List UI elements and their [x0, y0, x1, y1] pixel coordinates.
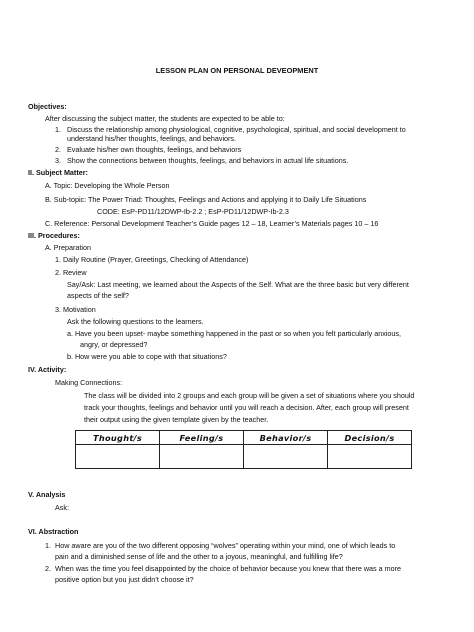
objectives-intro: After discussing the subject matter, the students are expected to be able to:: [45, 114, 285, 123]
table-header-behaviors: Behavior/s: [244, 431, 328, 445]
objective-item-3-line1: Show the connections between thoughts, feelings, and behaviors in actual life situations.: [67, 156, 349, 165]
activity-text-line1: The class will be divided into 2 groups and each group will be given a set of situations where you should: [84, 391, 415, 400]
table-cell-decisions: [328, 445, 412, 469]
table-row: [76, 445, 412, 469]
procedures-heading: III. Procedures:: [28, 231, 80, 240]
procedures-daily-routine: 1. Daily Routine (Prayer, Greetings, Checking of Attendance): [55, 255, 249, 264]
subject-matter-code: CODE: EsP-PD11/12DWP-Ib-2.2 ; EsP-PD11/12DWP-Ib-2.3: [97, 207, 289, 216]
activity-text-line2: track your thoughts, feelings and behavior until you will reach a decision. After, each group will present: [84, 403, 409, 412]
table-header-feelings: Feeling/s: [160, 431, 244, 445]
analysis-ask: Ask:: [55, 503, 69, 512]
objective-item-2-line1: Evaluate his/her own thoughts, feelings, and behaviors: [67, 145, 242, 154]
review-text-line1: Say/Ask: Last meeting, we learned about the Aspects of the Self. What are the three basic but very different: [67, 280, 409, 289]
procedures-motivation: 3. Motivation: [55, 305, 96, 314]
objective-item-3-num: 3.: [55, 156, 61, 165]
table-cell-thoughts: [76, 445, 160, 469]
document-title: LESSON PLAN ON PERSONAL DEVEOPMENT: [155, 66, 319, 75]
abstraction-item-2-num: 2.: [45, 564, 51, 573]
objectives-heading: Objectives:: [28, 102, 67, 111]
table-cell-feelings: [160, 445, 244, 469]
abstraction-heading: VI. Abstraction: [28, 527, 79, 536]
objective-item-1-line2: understand his/her thoughts, feelings, and behaviors.: [67, 134, 237, 143]
table-cell-behaviors: [244, 445, 328, 469]
motivation-question-a-line1: a. Have you been upset- maybe something happened in the past or so when you felt particularly anxious,: [67, 329, 402, 338]
table-header-thoughts: Thought/s: [76, 431, 160, 445]
activity-subheading: Making Connections:: [55, 378, 123, 387]
abstraction-item-1-line2: pain and a diminished sense of life and the other to a joyous, meaningful, and fulfilling life?: [55, 552, 343, 561]
abstraction-item-1-num: 1.: [45, 541, 51, 550]
table-header-row: [76, 431, 412, 445]
review-text-line2: aspects of the self?: [67, 291, 129, 300]
procedures-review: 2. Review: [55, 268, 87, 277]
subject-matter-subtopic: B. Sub-topic: The Power Triad: Thoughts, Feelings and Actions and applying it to Daily Life Situations: [45, 195, 367, 204]
objective-item-1-line1: Discuss the relationship among physiological, cognitive, psychological, spiritual, and social development to: [67, 125, 406, 134]
motivation-intro: Ask the following questions to the learners.: [67, 317, 204, 326]
activity-text-line3: their output using the given template given by the teacher.: [84, 415, 269, 424]
subject-matter-reference: C. Reference: Personal Development Teacher’s Guide pages 12 – 18, Learner’s Materials pages 10 – 16: [45, 219, 379, 228]
abstraction-item-1-line1: How aware are you of the two different opposing “wolves” operating within your mind, one of which leads to: [55, 541, 396, 550]
objective-item-2-num: 2.: [55, 145, 61, 154]
abstraction-item-2-line1: When was the time you feel disappointed by the choice of behavior because you knew that there was a more: [55, 564, 402, 573]
subject-matter-heading: II. Subject Matter:: [28, 168, 88, 177]
analysis-heading: V. Analysis: [28, 490, 66, 499]
subject-matter-topic: A. Topic: Developing the Whole Person: [45, 181, 170, 190]
abstraction-item-2-line2: positive option but you just didn’t choose it?: [55, 575, 194, 584]
motivation-question-b: b. How were you able to cope with that situations?: [67, 352, 227, 361]
motivation-question-a-line2: angry, or depressed?: [80, 340, 148, 349]
activity-template-table: [75, 430, 412, 469]
procedures-preparation: A. Preparation: [45, 243, 91, 252]
activity-heading: IV. Activity:: [28, 365, 67, 374]
table-header-decisions: Decision/s: [328, 431, 412, 445]
objective-item-1-num: 1.: [55, 125, 61, 134]
